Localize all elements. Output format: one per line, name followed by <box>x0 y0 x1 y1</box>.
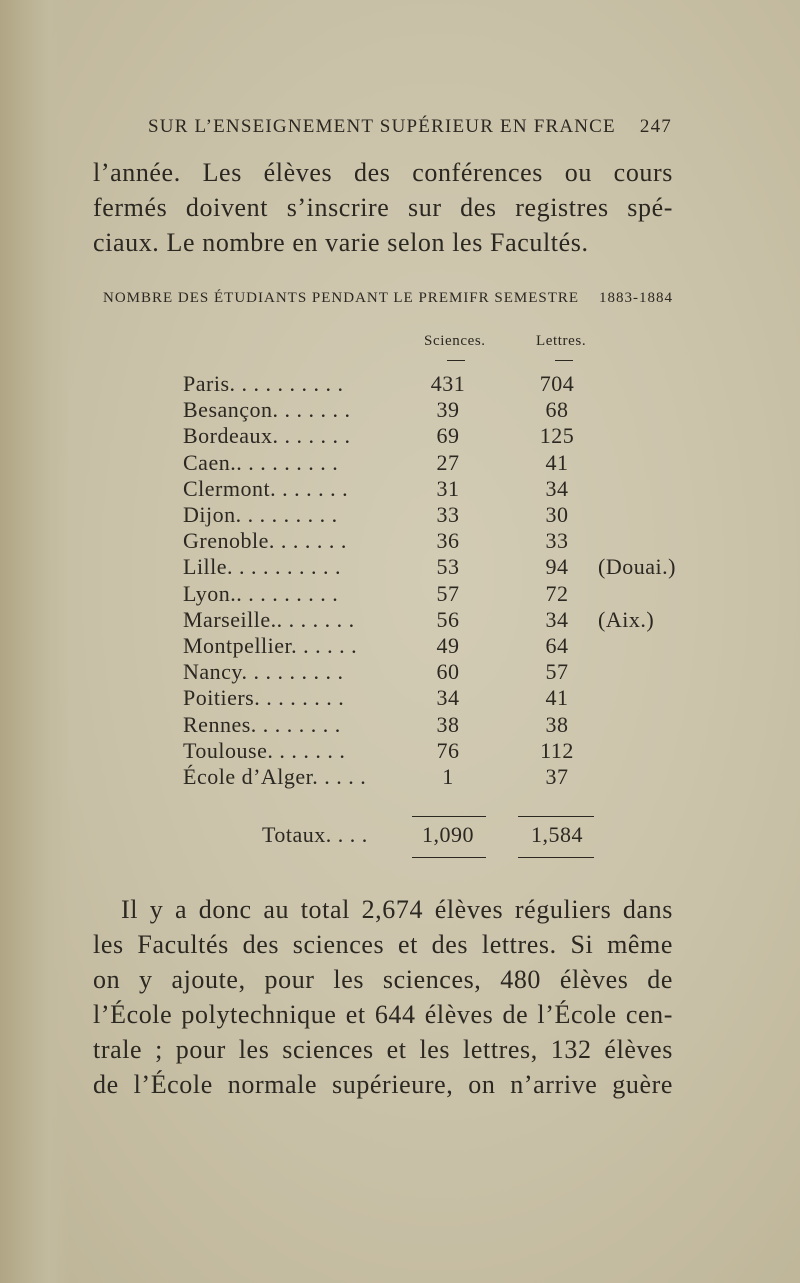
totals-row <box>0 822 800 850</box>
table-row <box>0 659 800 687</box>
paragraph-intro <box>93 155 673 260</box>
faculty-name: Lyon.. . . . . . . . . <box>183 580 339 606</box>
sciences-count: 34 <box>436 685 460 711</box>
page-number: 247 <box>639 116 672 137</box>
lettres-count: 30 <box>545 502 569 527</box>
sciences-count: 76 <box>436 737 460 763</box>
table-caption <box>103 290 673 307</box>
table-caption-years: 1883-1884 <box>599 290 673 306</box>
table-row <box>0 450 800 478</box>
sum-rule-lettres-top <box>518 816 594 817</box>
faculty-name: Grenoble. . . . . . . <box>183 528 347 554</box>
sciences-count: 1 <box>442 764 454 789</box>
paragraph-conclusion <box>93 892 673 1102</box>
table-row <box>0 397 800 425</box>
table-row <box>0 764 800 792</box>
text-line: l’année. Les élèves des conférences ou cours <box>93 158 673 187</box>
faculty-name: Rennes. . . . . . . . <box>183 711 341 737</box>
column-dash-lettres <box>555 360 573 361</box>
sciences-count: 60 <box>436 659 460 685</box>
faculty-name: Poitiers. . . . . . . . <box>183 685 345 711</box>
faculty-name: Lille. . . . . . . . . . <box>183 554 342 580</box>
sciences-count: 431 <box>430 371 466 396</box>
totals-label: Totaux. . . . <box>262 822 368 847</box>
text-line: fermés doivent s’inscrire sur des registres spé- <box>93 193 673 222</box>
column-dash-sciences <box>447 360 465 361</box>
table-row <box>0 554 800 582</box>
text-line: trale ; pour les sciences et les lettres, 132 élèves <box>93 1035 673 1064</box>
lettres-count: 33 <box>545 528 569 554</box>
lettres-count: 38 <box>545 711 569 737</box>
faculty-name: Caen.. . . . . . . . . <box>183 449 339 475</box>
text-line: de l’École normale supérieure, on n’arrive guère <box>93 1070 673 1099</box>
text-line: les Facultés des sciences et des lettres. Si même <box>93 930 673 959</box>
lettres-count: 72 <box>545 580 569 606</box>
sciences-count: 57 <box>436 580 460 606</box>
lettres-count: 94 <box>545 554 569 580</box>
lettres-count: 37 <box>545 764 569 789</box>
lettres-count: 34 <box>545 606 569 632</box>
table-caption-text: NOMBRE DES ÉTUDIANTS PENDANT LE PREMIFR SEMESTRE <box>103 290 580 306</box>
table-row <box>0 738 800 766</box>
table-row <box>0 607 800 635</box>
table-row <box>0 581 800 609</box>
lettres-count: 41 <box>545 685 569 711</box>
sciences-count: 38 <box>436 711 460 737</box>
text-line: Il y a donc au total 2,674 élèves réguliers dans <box>121 895 673 924</box>
lettres-count: 68 <box>545 397 569 423</box>
faculty-name: École d’Alger. . . . . <box>183 764 367 789</box>
running-head <box>148 116 672 138</box>
faculty-name: Dijon. . . . . . . . . <box>183 502 338 527</box>
text-line: l’École polytechnique et 644 élèves de l’École cen- <box>93 1000 673 1029</box>
table-row <box>0 528 800 556</box>
running-head-title: SUR L’ENSEIGNEMENT SUPÉRIEUR EN FRANCE <box>148 116 616 137</box>
faculty-name: Nancy. . . . . . . . . <box>183 659 344 685</box>
totals-lettres: 1,584 <box>531 822 583 847</box>
table-row <box>0 371 800 399</box>
table-row <box>0 712 800 740</box>
column-header-lettres: Lettres. <box>536 333 587 349</box>
faculty-name: Paris. . . . . . . . . . <box>183 371 344 396</box>
faculty-name: Besançon. . . . . . . <box>183 397 351 423</box>
text-line: ciaux. Le nombre en varie selon les Facultés. <box>93 228 589 257</box>
sum-rule-sciences-bottom <box>412 857 486 858</box>
lettres-count: 64 <box>545 633 569 658</box>
column-header-sciences: Sciences. <box>424 333 486 349</box>
lettres-count: 57 <box>545 659 569 685</box>
lettres-count: 125 <box>539 423 575 449</box>
sciences-count: 69 <box>436 423 460 449</box>
sciences-count: 33 <box>436 502 460 527</box>
faculty-name: Montpellier. . . . . . <box>183 633 358 658</box>
sciences-count: 39 <box>436 397 460 423</box>
text-line: on y ajoute, pour les sciences, 480 élèves de <box>93 965 673 994</box>
table-row <box>0 633 800 661</box>
faculty-name: Clermont. . . . . . . <box>183 475 349 501</box>
sum-rule-sciences-top <box>412 816 486 817</box>
table-row <box>0 423 800 451</box>
faculty-name: Marseille.. . . . . . . <box>183 606 355 632</box>
table-row <box>0 476 800 504</box>
faculty-name: Bordeaux. . . . . . . <box>183 423 351 449</box>
sciences-count: 49 <box>436 633 460 658</box>
sciences-count: 31 <box>436 475 460 501</box>
sciences-count: 27 <box>436 449 460 475</box>
totals-sciences: 1,090 <box>422 822 474 847</box>
lettres-count: 41 <box>545 449 569 475</box>
table-row <box>0 502 800 530</box>
lettres-count: 704 <box>539 371 575 396</box>
faculty-name: Toulouse. . . . . . . <box>183 737 346 763</box>
sciences-count: 36 <box>436 528 460 554</box>
lettres-note: (Aix.) <box>598 606 655 632</box>
sum-rule-lettres-bottom <box>518 857 594 858</box>
lettres-note: (Douai.) <box>598 554 676 580</box>
sciences-count: 56 <box>436 606 460 632</box>
table-row <box>0 685 800 713</box>
sciences-count: 53 <box>436 554 460 580</box>
lettres-count: 34 <box>545 475 569 501</box>
lettres-count: 112 <box>540 737 574 763</box>
